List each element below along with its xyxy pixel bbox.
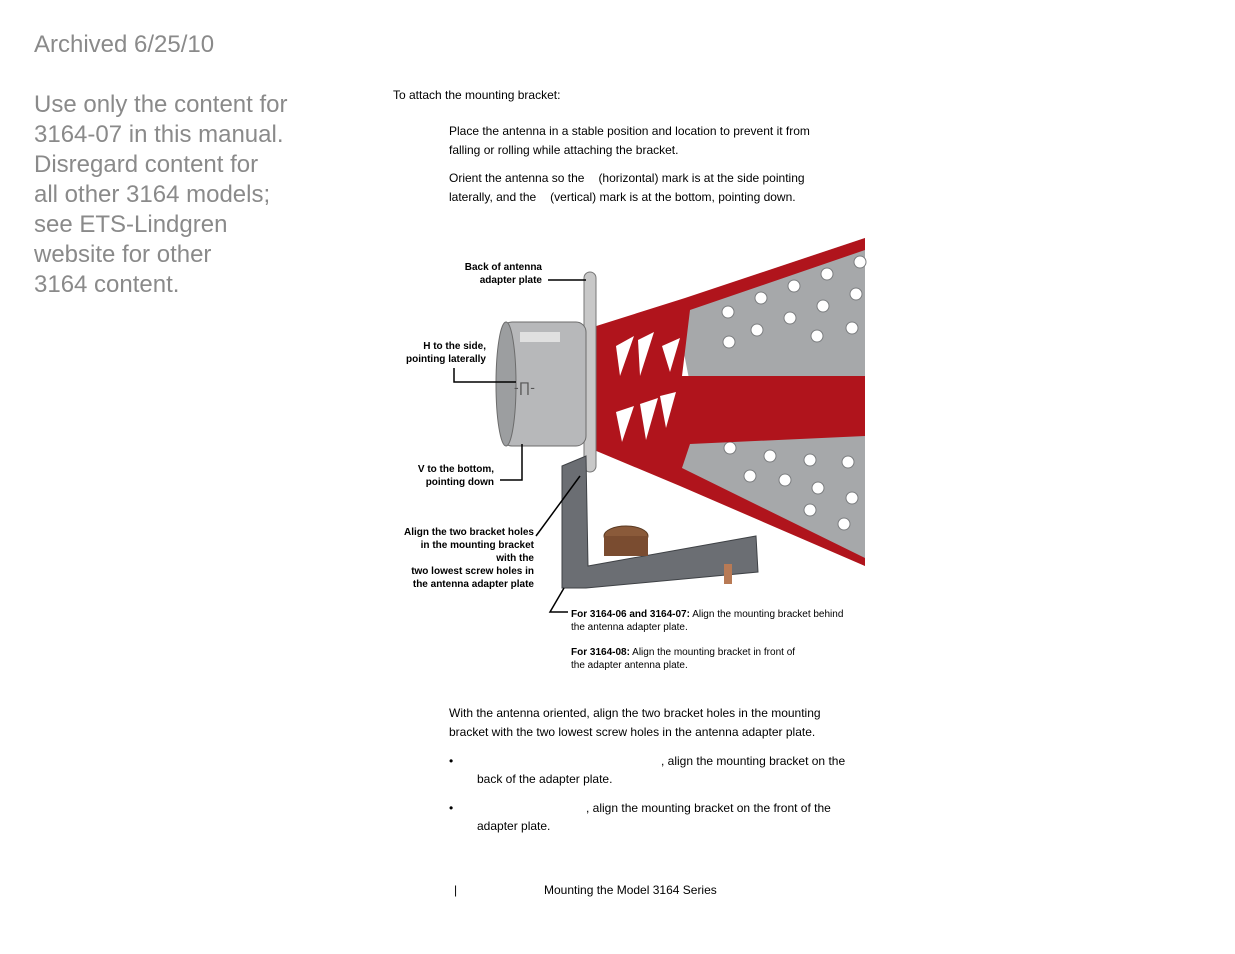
callout-align-line-4: two lowest screw holes in xyxy=(411,566,534,577)
h-mark-glyph: -∏- xyxy=(514,379,535,395)
footer-title: Mounting the Model 3164 Series xyxy=(544,883,717,897)
caption-2-bold: For 3164-08: xyxy=(571,647,630,658)
figure-caption-1 xyxy=(571,609,843,620)
figure-caption-2 xyxy=(571,647,795,658)
bullet-1 xyxy=(449,752,859,788)
bullet-2-dot: • xyxy=(449,801,454,815)
callout-v-line-2: pointing down xyxy=(425,477,494,488)
step-3-line-1: With the antenna oriented, align the two bracket holes in the mounting xyxy=(449,706,821,720)
archived-date: Archived 6/25/10 xyxy=(34,31,215,58)
archived-note: Use only the content for 3164-07 in this manual. Disregard content for all other 3164 models; see ETS-Lindgren website for other 3164 content. xyxy=(34,91,288,298)
caption-1-rest: Align the mounting bracket behind xyxy=(692,609,844,620)
step-2 xyxy=(449,169,849,207)
step-1 xyxy=(449,122,849,160)
cylinder-highlight xyxy=(520,332,560,342)
bullet-1-text xyxy=(477,752,859,788)
caption-2-line-2: the adapter antenna plate. xyxy=(571,660,688,671)
footer-separator: | xyxy=(454,883,458,897)
step-2-part-2: (horizontal) mark is at the side pointing xyxy=(598,171,805,185)
antenna-figure xyxy=(390,236,870,676)
bullet-2-part-1: , align the mounting bracket on the front of the xyxy=(586,801,831,815)
callout-align-line-2: in the mounting bracket xyxy=(420,540,534,551)
bracket-nut-body xyxy=(604,536,648,556)
step-3-line-2: bracket with the two lowest screw holes in the antenna adapter plate. xyxy=(449,725,816,739)
callout-align-line-1: Align the two bracket holes xyxy=(403,527,534,538)
step-2-part-1: Orient the antenna so the xyxy=(449,171,585,185)
callout-back-line-2: adapter plate xyxy=(479,275,542,286)
caption-1-line-2: the antenna adapter plate. xyxy=(571,622,688,633)
step-2-line-1 xyxy=(449,169,849,188)
bullet-1-dot: • xyxy=(449,754,454,768)
callout-h-line-1: H to the side, xyxy=(423,341,486,352)
callout-back-line-1: Back of antenna xyxy=(464,262,542,273)
step-1-line-2: falling or rolling while attaching the bracket. xyxy=(449,143,679,157)
callout-align-line-5: the antenna adapter plate xyxy=(412,579,534,590)
callout-h-line-2: pointing laterally xyxy=(405,354,486,365)
bullet-1-part-1: , align the mounting bracket on the xyxy=(661,754,846,768)
bullet-2 xyxy=(449,799,859,835)
bullet-1-part-2: back of the adapter plate. xyxy=(477,772,613,786)
step-1-line-1: Place the antenna in a stable position and location to prevent it from xyxy=(449,124,810,138)
step-2-part-3: laterally, and the xyxy=(449,190,537,204)
step-2-line-2 xyxy=(449,188,849,207)
bullet-2-text xyxy=(477,799,859,835)
step-2-part-4: (vertical) mark is at the bottom, pointing down. xyxy=(550,190,796,204)
procedure-intro: To attach the mounting bracket: xyxy=(393,88,561,102)
cylinder-end xyxy=(496,322,516,446)
bracket-pin xyxy=(724,564,732,584)
bullet-2-part-2: adapter plate. xyxy=(477,819,551,833)
callout-align-line-3: with the xyxy=(496,553,534,564)
antenna-element-upper xyxy=(674,238,865,384)
step-3 xyxy=(449,704,859,742)
callout-v-line-1: V to the bottom, xyxy=(417,464,494,475)
caption-2-rest: Align the mounting bracket in front of xyxy=(632,647,796,658)
caption-1-bold: For 3164-06 and 3164-07: xyxy=(571,609,690,620)
